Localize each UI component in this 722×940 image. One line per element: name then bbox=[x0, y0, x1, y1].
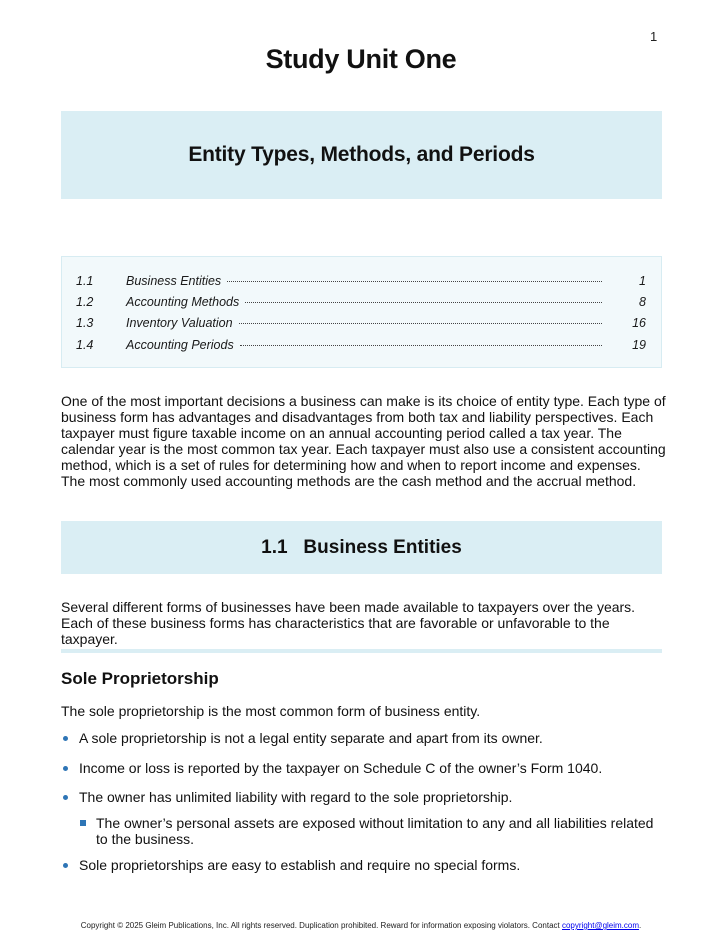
footer-end: . bbox=[639, 921, 642, 930]
copyright-footer bbox=[0, 921, 722, 930]
bullet-text: Income or loss is reported by the taxpayer on Schedule C of the owner’s Form 1040. bbox=[79, 760, 603, 776]
section-heading-band bbox=[61, 521, 662, 574]
section-divider bbox=[61, 649, 662, 653]
bullet-text: Sole proprietorships are easy to establish and require no special forms. bbox=[79, 857, 521, 873]
toc-page: 8 bbox=[639, 295, 646, 309]
intro-paragraph: One of the most important decisions a business can make is its choice of entity type. Each type of business form has advantages and disadvantages from both tax and liability perspectives. Each taxpayer must figure taxable income on an annual accounting period called a tax year. The calendar year is the most common tax year. Each taxpayer must also use a consistent accounting method, which is a set of rules for determining how and when to report income and expenses. The most commonly used accounting methods are the cash method and the accrual method. bbox=[61, 393, 666, 489]
bullet-dot-icon bbox=[63, 766, 68, 771]
bullet-dot-icon bbox=[63, 863, 68, 868]
toc-title: Business Entities bbox=[126, 274, 222, 288]
section-heading: 1.1 Business Entities bbox=[261, 536, 462, 558]
bullet-text: A sole proprietorship is not a legal entity separate and apart from its owner. bbox=[79, 730, 543, 746]
section-intro-paragraph: Several different forms of businesses have been made available to taxpayers over the years. Each of these business forms has characteristics that are favorable or unfavorable to the taxpayer. bbox=[61, 599, 636, 647]
toc-page: 16 bbox=[632, 316, 646, 330]
toc-number: 1.1 bbox=[76, 274, 94, 288]
copyright-email-link[interactable]: copyright@gleim.com bbox=[561, 921, 640, 930]
unit-title: Study Unit One bbox=[265, 44, 457, 74]
footer-text: Copyright © 2025 Gleim Publications, Inc. All rights reserved. Duplication prohibited. Reward for information exposing violators. Contact bbox=[80, 921, 562, 930]
table-of-contents bbox=[61, 256, 662, 368]
toc-leader-dots bbox=[240, 335, 602, 346]
toc-leader-dots bbox=[227, 271, 602, 282]
square-bullet-icon bbox=[80, 820, 86, 826]
sub-bullet-text: The owner’s personal assets are exposed without limitation to any and all liabilities related to the business. bbox=[96, 815, 654, 847]
toc-page: 19 bbox=[632, 338, 646, 352]
toc-entry[interactable] bbox=[76, 295, 646, 311]
toc-entry[interactable] bbox=[76, 274, 646, 290]
toc-number: 1.4 bbox=[76, 338, 94, 352]
toc-entry[interactable] bbox=[76, 316, 646, 332]
toc-title: Inventory Valuation bbox=[126, 316, 233, 330]
toc-number: 1.3 bbox=[76, 316, 94, 330]
toc-title: Accounting Methods bbox=[126, 295, 240, 309]
toc-entry[interactable] bbox=[76, 338, 646, 354]
bullet-text: The owner has unlimited liability with regard to the sole proprietorship. bbox=[79, 789, 513, 805]
chapter-title: Entity Types, Methods, and Periods bbox=[188, 143, 535, 166]
toc-page: 1 bbox=[639, 274, 646, 288]
toc-leader-dots bbox=[239, 313, 602, 324]
chapter-title-band bbox=[61, 111, 662, 199]
bullet-dot-icon bbox=[63, 736, 68, 741]
toc-leader-dots bbox=[245, 292, 602, 303]
subsection-lead: The sole proprietorship is the most common form of business entity. bbox=[61, 703, 481, 719]
subsection-heading: Sole Proprietorship bbox=[61, 669, 219, 688]
bullet-dot-icon bbox=[63, 795, 68, 800]
page-number: 1 bbox=[650, 29, 658, 44]
toc-number: 1.2 bbox=[76, 295, 94, 309]
toc-title: Accounting Periods bbox=[126, 338, 234, 352]
